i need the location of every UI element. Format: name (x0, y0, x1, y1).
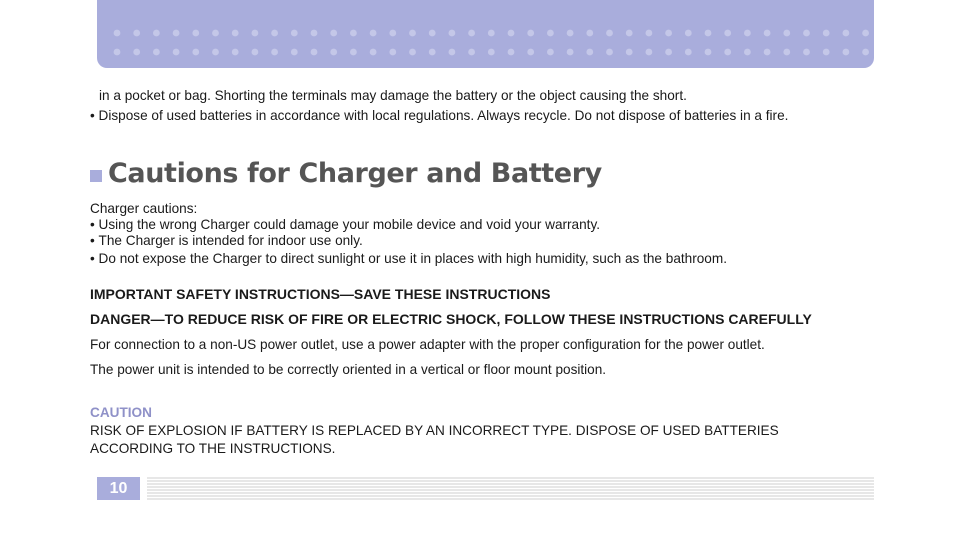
power-outlet-paragraph: For connection to a non-US power outlet, use a power adapter with the proper configuration for the power outlet. (90, 337, 765, 352)
header-dot-pattern (97, 0, 874, 68)
header-banner (97, 0, 874, 68)
power-unit-paragraph: The power unit is intended to be correctly oriented in a vertical or floor mount position. (90, 362, 607, 377)
intro-line-2: • Dispose of used batteries in accordance with local regulations. Always recycle. Do not dispose of batteries in a fire. (90, 108, 788, 123)
section-title: Cautions for Charger and Battery (108, 158, 602, 189)
footer-rule-lines (147, 477, 874, 501)
important-safety-heading: IMPORTANT SAFETY INSTRUCTIONS—SAVE THESE INSTRUCTIONS (90, 286, 551, 302)
charger-item-2: • The Charger is intended for indoor use only. (90, 233, 363, 248)
danger-heading: DANGER—TO REDUCE RISK OF FIRE OR ELECTRIC SHOCK, FOLLOW THESE INSTRUCTIONS CAREFULLY (90, 311, 812, 327)
charger-item-1: • Using the wrong Charger could damage your mobile device and void your warranty. (90, 217, 600, 232)
section-heading (90, 158, 602, 189)
caution-label: CAUTION (90, 405, 152, 420)
page-number: 10 (97, 477, 140, 500)
charger-item-3: • Do not expose the Charger to direct sunlight or use it in places with high humidity, such as the bathroom. (90, 251, 727, 266)
heading-square-icon (90, 170, 102, 182)
intro-line-1: in a pocket or bag. Shorting the terminals may damage the battery or the object causing the short. (99, 88, 687, 103)
charger-cautions-label: Charger cautions: (90, 201, 198, 216)
caution-line-1: RISK OF EXPLOSION IF BATTERY IS REPLACED BY AN INCORRECT TYPE. DISPOSE OF USED BATTERIES (90, 423, 779, 438)
caution-line-2: ACCORDING TO THE INSTRUCTIONS. (90, 441, 336, 456)
